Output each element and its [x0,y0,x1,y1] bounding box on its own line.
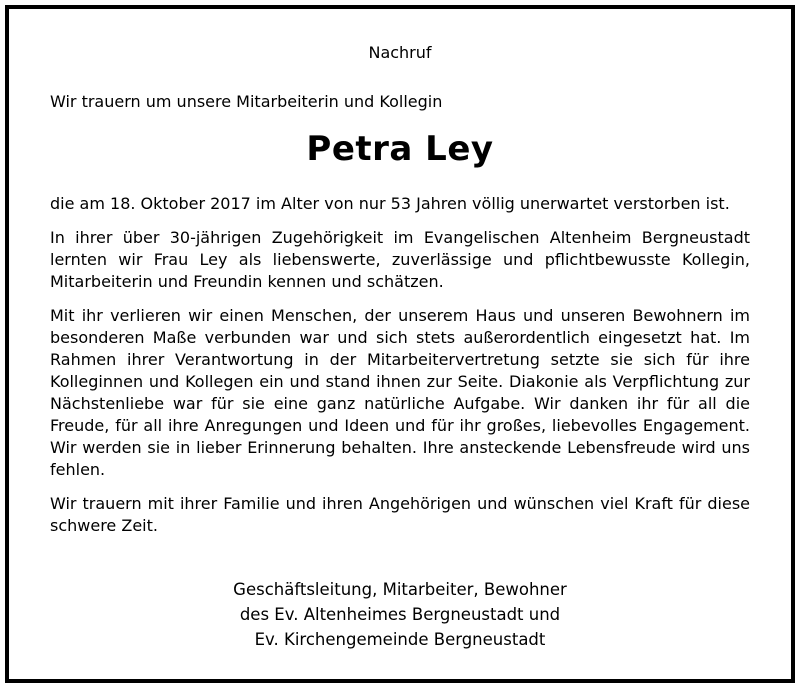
signature-line: des Ev. Altenheimes Bergneustadt und [239,605,561,624]
obituary-frame [5,5,795,683]
paragraph-condolence: Wir trauern mit ihrer Familie und ihren Angehörigen und wünschen viel Kraft für diese schwere Zeit. [50,494,750,535]
signature-line: Geschäftsleitung, Mitarbeiter, Bewohner [233,580,567,599]
signature-line: Ev. Kirchengemeinde Bergneustadt [254,630,546,649]
deceased-name: Petra Ley [306,129,494,169]
signature-block [50,577,750,652]
paragraph-death-date: die am 18. Oktober 2017 im Alter von nur 53 Jahren völlig unerwartet verstorben ist. [50,194,730,213]
paragraph-tenure: In ihrer über 30-jährigen Zugehörigkeit im Evangelischen Altenheim Bergneustadt lernten wir Frau Ley als liebenswerte, zuverlässige und pflichtbewusste Kollegin, Mitarbeiterin und Freundin kennen und schätzen. [50,228,750,291]
paragraph-tribute: Mit ihr verlieren wir einen Menschen, der unserem Haus und unseren Bewohnern im besonderen Maße verbunden war und sich stets außerordentlich eingesetzt hat. Im Rahmen ihrer Verantwortung in der Mitarbeitervertretung setzte sie sich für ihre Kolleginnen und Kollegen ein und stand ihnen zur Seite. Diakonie als Verpflichtung zur Nächstenliebe war für sie eine ganz natürliche Aufgabe. Wir danken ihr für all die Freude, für all ihre Anregungen und Ideen und für ihr großes, liebevolles Engagement. Wir werden sie in lieber Erinnerung behalten. Ihre ansteckende Lebensfreude wird uns fehlen. [50,306,750,479]
notice-body [50,193,750,549]
notice-intro: Wir trauern um unsere Mitarbeiterin und Kollegin [50,92,443,111]
notice-heading: Nachruf [368,43,432,62]
